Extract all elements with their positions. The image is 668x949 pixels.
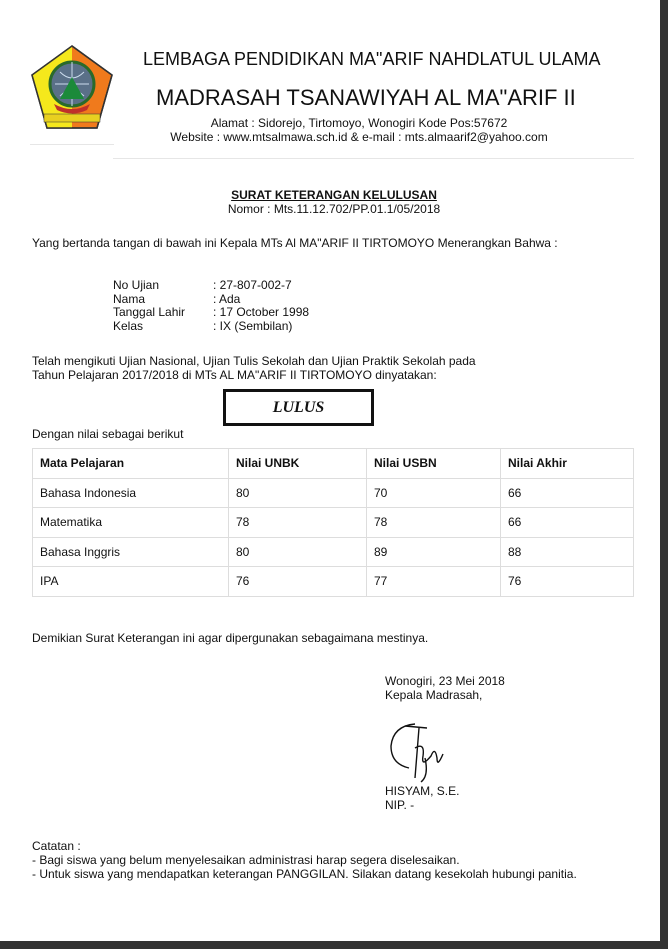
student-name: : Ada xyxy=(213,291,241,306)
intro-text: Yang bertanda tangan di bawah ini Kepala MTs Al MA"ARIF II TIRTOMOYO Menerangkan Bahwa : xyxy=(32,236,558,250)
table-header xyxy=(33,449,634,479)
column-header: Nilai UNBK xyxy=(229,449,367,479)
exam-statement: Telah mengikuti Ujian Nasional, Ujian Tulis Sekolah dan Ujian Praktik Sekolah pada xyxy=(32,354,476,368)
note-item: - Untuk siswa yang mendapatkan keterangan PANGGILAN. Silakan datang kesekolah hubungi panitia. xyxy=(32,867,577,881)
school-address: Alamat : Sidorejo, Tirtomoyo, Wonogiri Kode Pos:57672 xyxy=(210,116,508,130)
notes-title: Catatan : xyxy=(32,839,81,853)
student-field-values xyxy=(213,279,309,334)
unbk-score: 78 xyxy=(229,508,367,538)
subject: Bahasa Inggris xyxy=(33,537,229,567)
final-score: 66 xyxy=(501,508,634,538)
usbn-score: 70 xyxy=(367,478,501,508)
subject: IPA xyxy=(33,567,229,597)
school-contact: Website : www.mtsalmawa.sch.id & e-mail : mts.almaarif2@yahoo.com xyxy=(170,130,548,144)
unbk-score: 80 xyxy=(229,537,367,567)
column-header: Nilai Akhir xyxy=(501,449,634,479)
exam-number: : 27-807-002-7 xyxy=(213,278,292,292)
birth-date: : 17 October 1998 xyxy=(213,305,310,320)
signer-position: Kepala Madrasah, xyxy=(385,688,483,702)
student-field-labels xyxy=(113,279,185,334)
closing-text: Demikian Surat Keterangan ini agar dipergunakan sebagaimana mestinya. xyxy=(32,631,429,645)
unbk-score: 80 xyxy=(229,478,367,508)
final-score: 66 xyxy=(501,478,634,508)
exam-statement-year: Tahun Pelajaran 2017/2018 di MTs AL MA"ARIF II TIRTOMOYO dinyatakan: xyxy=(32,368,437,382)
signer-name: HISYAM, S.E. xyxy=(385,784,460,798)
letter-title: SURAT KETERANGAN KELULUSAN xyxy=(231,188,437,202)
signature-image xyxy=(385,718,445,784)
unbk-score: 76 xyxy=(229,567,367,597)
field-label: Tanggal Lahir xyxy=(113,305,186,320)
subject: Matematika xyxy=(33,508,229,538)
grades-table xyxy=(32,448,634,597)
note-item: - Bagi siswa yang belum menyelesaikan administrasi harap segera diselesaikan. xyxy=(32,853,460,867)
table-row xyxy=(33,537,634,567)
table-row xyxy=(33,508,634,538)
final-score: 76 xyxy=(501,567,634,597)
table-row xyxy=(33,478,634,508)
class: : IX (Sembilan) xyxy=(213,319,293,334)
org-name: LEMBAGA PENDIDIKAN MA"ARIF NAHDLATUL ULAMA xyxy=(143,49,601,69)
field-label: Kelas xyxy=(113,319,144,334)
field-label: Nama xyxy=(113,291,146,306)
place-date: Wonogiri, 23 Mei 2018 xyxy=(385,674,505,688)
grades-intro: Dengan nilai sebagai berikut xyxy=(32,427,184,441)
column-header: Nilai USBN xyxy=(367,449,501,479)
final-score: 88 xyxy=(501,537,634,567)
table-row xyxy=(33,567,634,597)
school-name: MADRASAH TSANAWIYAH AL MA"ARIF II xyxy=(156,85,576,110)
usbn-score: 89 xyxy=(367,537,501,567)
letter-number: Nomor : Mts.11.12.702/PP.01.1/05/2018 xyxy=(227,202,441,216)
signer-nip: NIP. - xyxy=(385,798,415,812)
column-header: Mata Pelajaran xyxy=(33,449,229,479)
status-badge: LULUS xyxy=(223,389,374,426)
usbn-score: 78 xyxy=(367,508,501,538)
subject: Bahasa Indonesia xyxy=(33,478,229,508)
field-label: No Ujian xyxy=(113,278,160,292)
usbn-score: 77 xyxy=(367,567,501,597)
